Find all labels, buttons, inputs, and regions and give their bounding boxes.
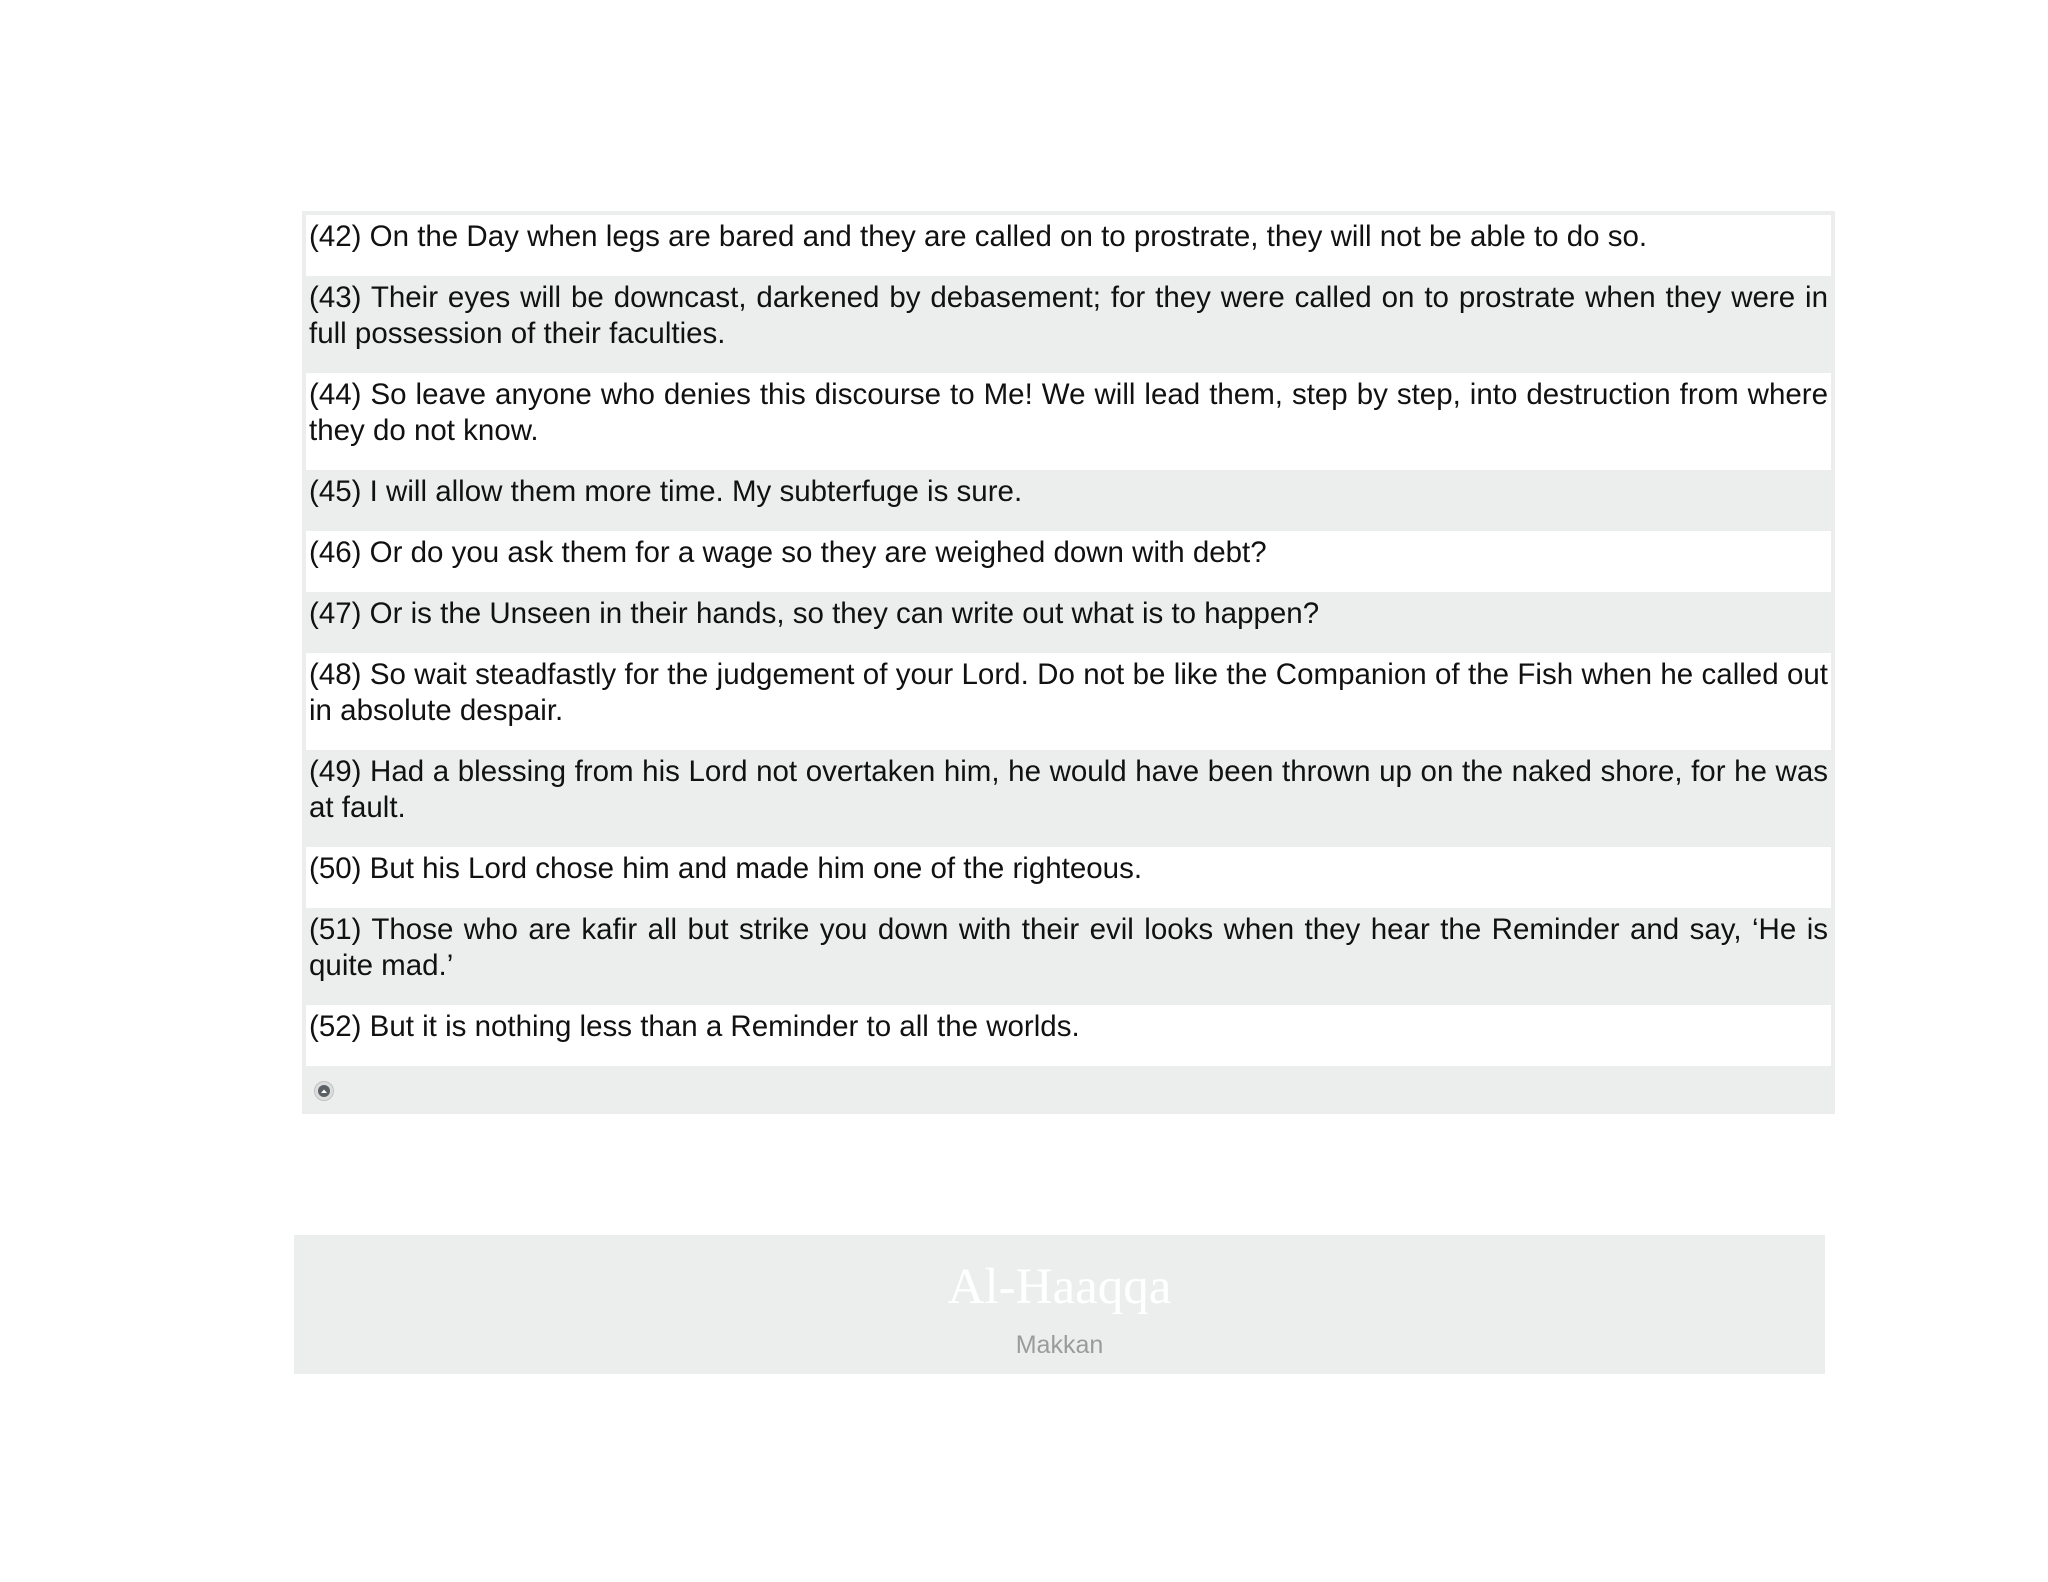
scroll-to-top-button[interactable] [314,1081,334,1101]
chevron-up-icon [318,1085,330,1097]
verse-51: (51) Those who are kafir all but strike you down with their evil looks when they hear the Reminder and say, ‘He is quite mad.’ [306,908,1831,1005]
surah-name: Al-Haaqqa [947,1259,1172,1315]
verse-42: (42) On the Day when legs are bared and they are called on to prostrate, they will not be able to do so. [306,215,1831,276]
verse-44: (44) So leave anyone who denies this discourse to Me! We will lead them, step by step, into destruction from where they do not know. [306,373,1831,470]
verse-50: (50) But his Lord chose him and made him one of the righteous. [306,847,1831,908]
verse-49: (49) Had a blessing from his Lord not overtaken him, he would have been thrown up on the naked shore, for he was at fault. [306,750,1831,847]
verse-48: (48) So wait steadfastly for the judgement of your Lord. Do not be like the Companion of the Fish when he called out in absolute despair. [306,653,1831,750]
verse-52: (52) But it is nothing less than a Reminder to all the worlds. [306,1005,1831,1066]
verse-46: (46) Or do you ask them for a wage so they are weighed down with debt? [306,531,1831,592]
revelation-type: Makkan [1015,1331,1104,1359]
verse-47: (47) Or is the Unseen in their hands, so they can write out what is to happen? [306,592,1831,653]
verse-list [302,211,1835,1114]
verse-43: (43) Their eyes will be downcast, darkened by debasement; for they were called on to prostrate when they were in full possession of their faculties. [306,276,1831,373]
surah-footer [294,1235,1825,1374]
verse-45: (45) I will allow them more time. My subterfuge is sure. [306,470,1831,531]
